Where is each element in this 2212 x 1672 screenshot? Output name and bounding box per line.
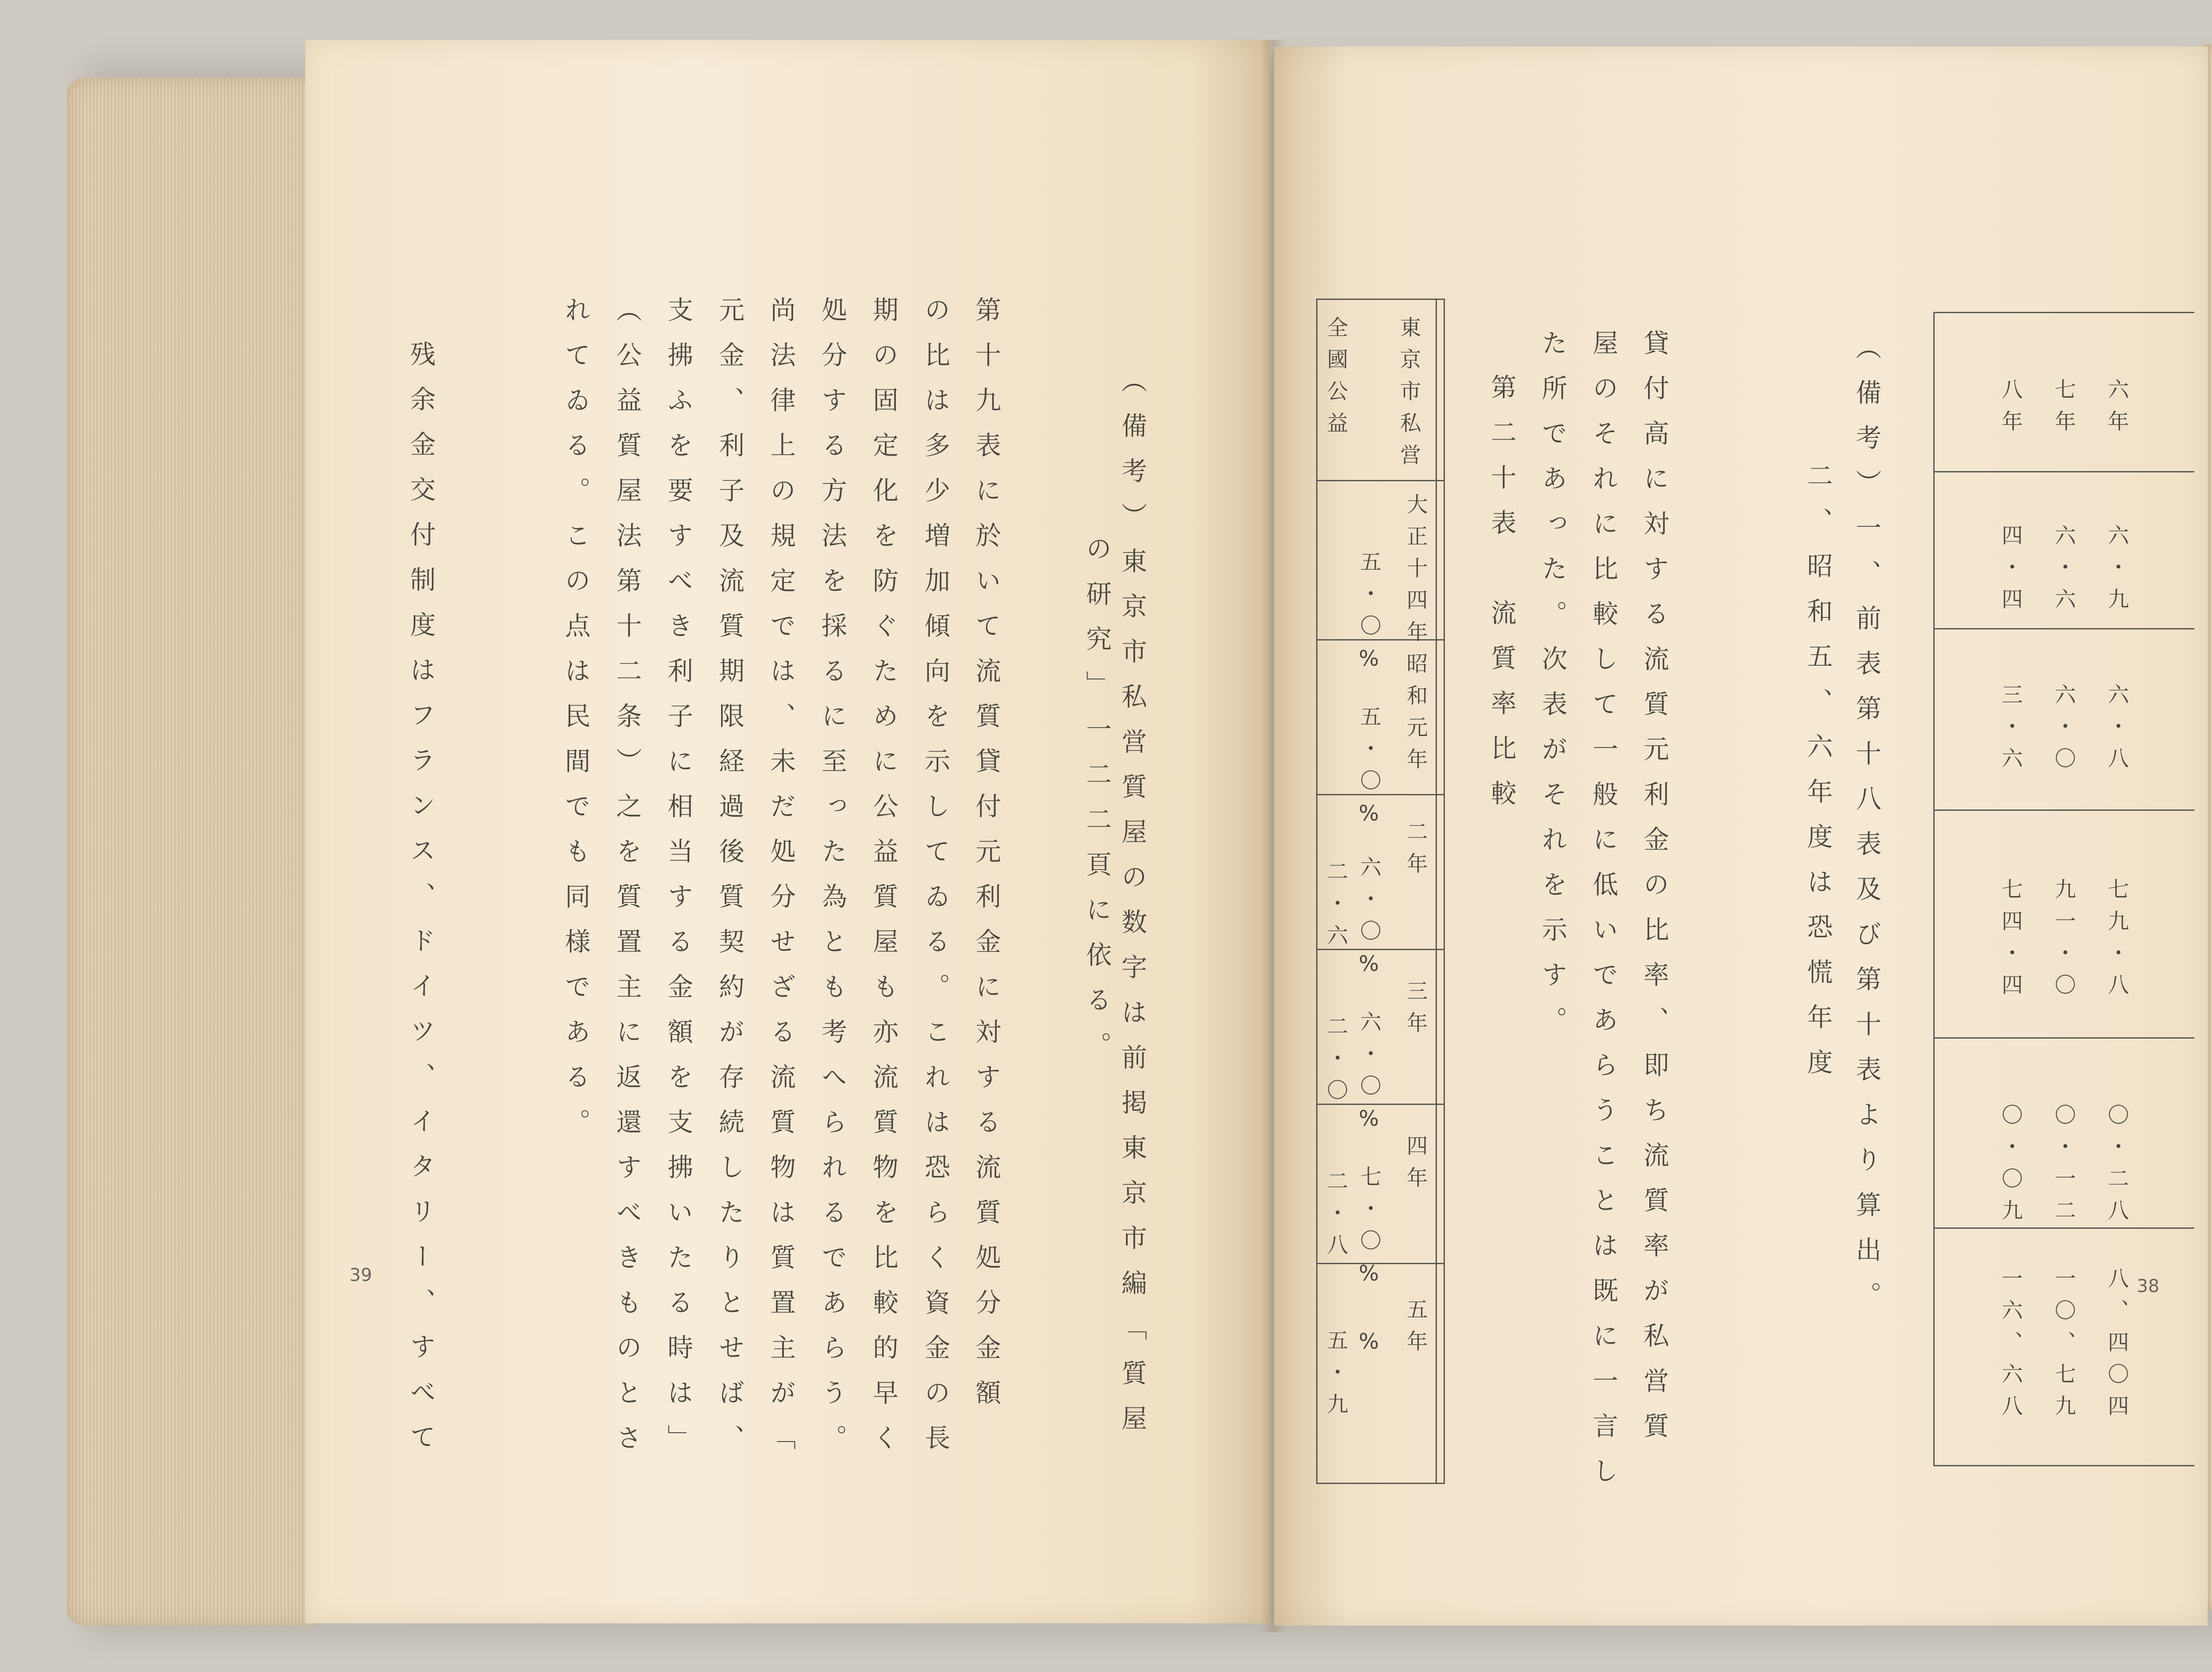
left-col-02: の研究」一二二頁に依る。: [1082, 535, 1112, 1077]
prev-table-cell: 六・〇: [2051, 683, 2076, 779]
table20-private-value: 六・〇%: [1356, 856, 1381, 987]
left-col-10: （公益質屋法第十二条）之を質置主に返還すべきものとさ: [612, 296, 642, 1469]
table20-year: 五年: [1403, 1298, 1428, 1362]
table20-public-value: 二・八: [1323, 1170, 1348, 1266]
left-col-12: 残余金交付制度はフランス、ドイツ、イタリー、すべて: [406, 341, 436, 1469]
left-col-01: （備考）東京市私営質屋の数字は前掲東京市編「質屋: [1117, 367, 1147, 1450]
prev-table-year-label: 八年: [1998, 378, 2023, 442]
prev-table-cell: 六・八: [2104, 683, 2129, 779]
prev-table-cell: 七四・四: [1998, 878, 2023, 1005]
table20-public-value: 二・六: [1323, 860, 1348, 956]
left-page-number: 39: [349, 1265, 372, 1285]
prev-table-cell: 一六、六八: [1998, 1267, 2023, 1427]
prev-table-cell: 七九・八: [2104, 878, 2129, 1005]
table20-private-value: 七・〇%: [1356, 1166, 1381, 1296]
left-col-07: 尚法律上の規定では、未だ処分せざる流質物は質置主が「: [766, 296, 796, 1469]
table20-year: 四年: [1403, 1135, 1428, 1198]
table20-year: 昭和元年: [1403, 652, 1428, 780]
table20-title: 第二十表 流質率比較: [1486, 374, 1517, 825]
prev-table-year-label: 七年: [2051, 378, 2076, 442]
prev-table-cell: 〇・一二: [2051, 1104, 2076, 1231]
right-page: [1274, 46, 2208, 1626]
prev-table-cell: 九一・〇: [2051, 878, 2076, 1005]
table20-private-value: %: [1356, 1329, 1381, 1365]
left-col-04: の比は多少増加傾向を示してゐる。これは恐らく資金の長: [920, 296, 950, 1469]
table20-rowlabel-public: 全國公益: [1323, 316, 1348, 444]
left-col-08: 元金、利子及流質期限経過後質契約が存続したりとせば、: [714, 296, 745, 1469]
table20-year: 二年: [1403, 821, 1428, 884]
table20-private-value: 五・〇%: [1356, 706, 1381, 836]
left-page-stack-edge: [66, 77, 314, 1626]
left-col-11: れてゐる。この点は民間でも同様である。: [561, 296, 591, 1154]
table20-public-value: 五・九: [1323, 1329, 1348, 1425]
right-page-number: 38: [2137, 1276, 2159, 1296]
right-text-2: 屋のそれに比較して一般に低いであらうことは既に一言し: [1588, 330, 1618, 1503]
table20-year: 大正十四年: [1403, 493, 1428, 652]
right-note-2: 二、昭和五、六年度は恐慌年度: [1803, 462, 1833, 1094]
table20-year: 三年: [1403, 980, 1428, 1043]
right-text-1: 貸付高に対する流質元利金の比率、即ち流質率が私営質: [1639, 330, 1669, 1457]
prev-table-cell: 六・九: [2104, 524, 2129, 620]
left-col-05: 期の固定化を防ぐために公益質屋も亦流質物を比較的早く: [868, 296, 899, 1469]
prev-table-year-label: 六年: [2104, 378, 2129, 442]
table20-rowlabel-private: 東京市私営: [1396, 316, 1421, 476]
prev-table-cell: 〇・〇九: [1998, 1104, 2023, 1231]
prev-table-cell: 一〇、七九: [2051, 1267, 2076, 1427]
right-note-1: （備考）一、前表第十八表及び第十表より算出。: [1851, 334, 1882, 1327]
table20-private-value: 六・〇%: [1356, 1011, 1381, 1142]
prev-table-cell: 六・六: [2051, 524, 2076, 620]
left-col-03: 第十九表に於いて流質貸付元利金に対する流質処分金額: [971, 296, 1001, 1424]
left-page: [305, 40, 1270, 1623]
prev-table-cell: 四・四: [1998, 524, 2023, 620]
table20-public-value: 二・〇: [1323, 1015, 1348, 1111]
left-col-06: 処分する方法を採るに至った為とも考へられるであらう。: [817, 296, 847, 1469]
prev-table-cell: 八、四〇四: [2104, 1267, 2129, 1427]
left-col-09: 支拂ふを要すべき利子に相当する金額を支拂いたる時は」: [663, 296, 693, 1469]
table-20: [1316, 299, 1444, 1484]
table20-private-value: 五・〇%: [1356, 551, 1381, 682]
prev-table-cell: 三・六: [1998, 683, 2023, 779]
right-text-3: た所であった。次表がそれを示す。: [1537, 330, 1567, 1051]
prev-table-cell: 〇・二八: [2104, 1104, 2129, 1231]
